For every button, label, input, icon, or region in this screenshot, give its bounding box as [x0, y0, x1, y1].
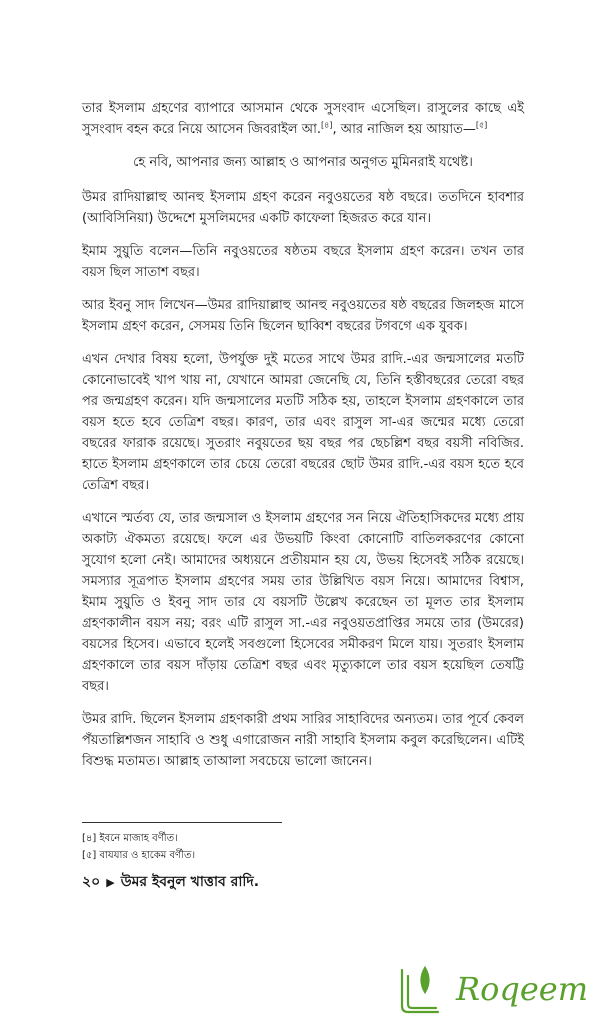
footnote-ref-5[interactable]: [৫] [475, 120, 488, 130]
footnote-4: [৪] ইবনে মাজাহ বর্ণীত। [82, 833, 178, 844]
quran-quote: হে নবি, আপনার জন্য আল্লাহ ও আপনার অনুগত মুমিনরাই যথেষ্ট। [133, 155, 473, 170]
page-footer [82, 870, 259, 894]
paragraph-6: এখানে স্মর্তব্য যে, তার জন্মসাল ও ইসলাম গ্রহণের সন নিয়ে ঐতিহাসিকদের মধ্যে প্রায় অকাট্য ঐকমত্য রয়েছে। ফলে এর উভয়টি কিংবা কোনোটি বাতিলকরণের কোনো সুযোগ হলো নেই। আমাদের অধ্যয়নে প্রতীয়মান হয় যে, উভয় হিসেবই সঠিক রয়েছে। সমস্যার সূত্রপাত ইসলাম গ্রহণের সময় তার উল্লিখিত বয়স নিয়ে। আমাদের বিশ্বাস, ইমাম সুয়ুতি ও ইবনু সাদ তার যে বয়সটি উল্লেখ করেছেন তা মূলত তার ইসলাম গ্রহণকালীন বয়স নয়; বরং এটি রাসুল সা.-এর নবুওয়তপ্রাপ্তির সময়ে তার (উমরের) বয়সের হিসেব। এভাবে হলেই সবগুলো হিসেবের সমীকরণ মিলে যায়। সুতরাং ইসলাম গ্রহণকালে তার বয়স দাঁড়ায় তেত্রিশ বছর এবং মৃত্যুকালে তার বয়স হয়েছিল তেষট্টি বছর। [82, 511, 524, 694]
paragraph-7: উমর রাদি. ছিলেন ইসলাম গ্রহণকারী প্রথম সারির সাহাবিদের অন্যতম। তার পূর্বে কেবল পঁয়তাল্লিশজন সাহাবি ও শুধু এগারোজন নারী সাহাবি ইসলাম কবুল করেছিলেন। এটিই বিশুদ্ধ মতামত। আল্লাহ তাআলা সবচেয়ে ভালো জানেন। [82, 712, 524, 769]
footnotes [82, 830, 195, 864]
paragraph-2: উমর রাদিয়াল্লাহু আনহু ইসলাম গ্রহণ করেন নবুওয়তের ষষ্ঠ বছরে। ততদিনে হাবশার (আবিসিনিয়া) উদ্দেশে মুসলিমদের একটি কাফেলা হিজরত করে যান। [82, 190, 524, 226]
footnote-ref-4[interactable]: [৪] [321, 120, 333, 130]
paragraph-1 [82, 98, 524, 140]
paragraph-3: ইমাম সুয়ুতি বলেন—তিনি নবুওয়তের ষষ্ঠতম বছরে ইসলাম গ্রহণ করেন। তখন তার বয়স ছিল সাতাশ বছর। [82, 244, 524, 280]
p1-text-b: , আর নাজিল হয় আয়াত— [332, 122, 476, 137]
page-body [82, 98, 524, 784]
page-number: ২০ [82, 874, 101, 890]
triangle-right-icon: ▶ [106, 875, 115, 889]
footnote-5: [৫] বাযযার ও হাকেম বর্ণীত। [82, 850, 196, 861]
flame-icon [422, 968, 429, 992]
p1-text-a: তার ইসলাম গ্রহণের ব্যাপারে আসমান থেকে সুসংবাদ এসেছিল। রাসুলের কাছে এই সুসংবাদ বহন করে নিয়ে আসেন জিবরাইল আ. [82, 101, 524, 137]
logo-wordmark: Roqeem [456, 970, 589, 1008]
roqeem-logo-watermark [398, 958, 598, 1016]
paragraph-5: এখন দেখার বিষয় হলো, উপর্যুক্ত দুই মতের সাথে উমর রাদি.-এর জন্মসালের মতটি কোনোভাবেই খাপ খায় না, যেখানে আমরা জেনেছি যে, তিনি হস্তীবছরের তেরো বছর পর জন্মগ্রহণ করেন। যদি জন্মসালের মতটি সঠিক হয়, তাহলে ইসলাম গ্রহণকালে তার বয়স হতে হবে তেত্রিশ বছর। কারণ, তার এবং রাসুল সা-এর জন্মের মধ্যে তেরো বছরের ফারাক রয়েছে। সুতরাং নবুয়তের ছয় বছর পর ছেচল্লিশ বছর বয়সী নবিজির. হাতে ইসলাম গ্রহণকালে তার চেয়ে তেরো বছরের ছোট উমর রাদি.-এর বয়স হতে হবে তেত্রিশ বছর। [82, 352, 524, 493]
footnote-divider [82, 822, 282, 823]
paragraph-4: আর ইবনু সাদ লিখেন—উমর রাদিয়াল্লাহু আনহু নবুওয়তের ষষ্ঠ বছরের জিলহজ মাসে ইসলাম গ্রহণ করেন, সেসময় তিনি ছিলেন ছাব্বিশ বছরের টগবগে এক যুবক। [82, 298, 524, 334]
book-title: উমর ইবনুল খাত্তাব রাদি. [120, 874, 260, 890]
